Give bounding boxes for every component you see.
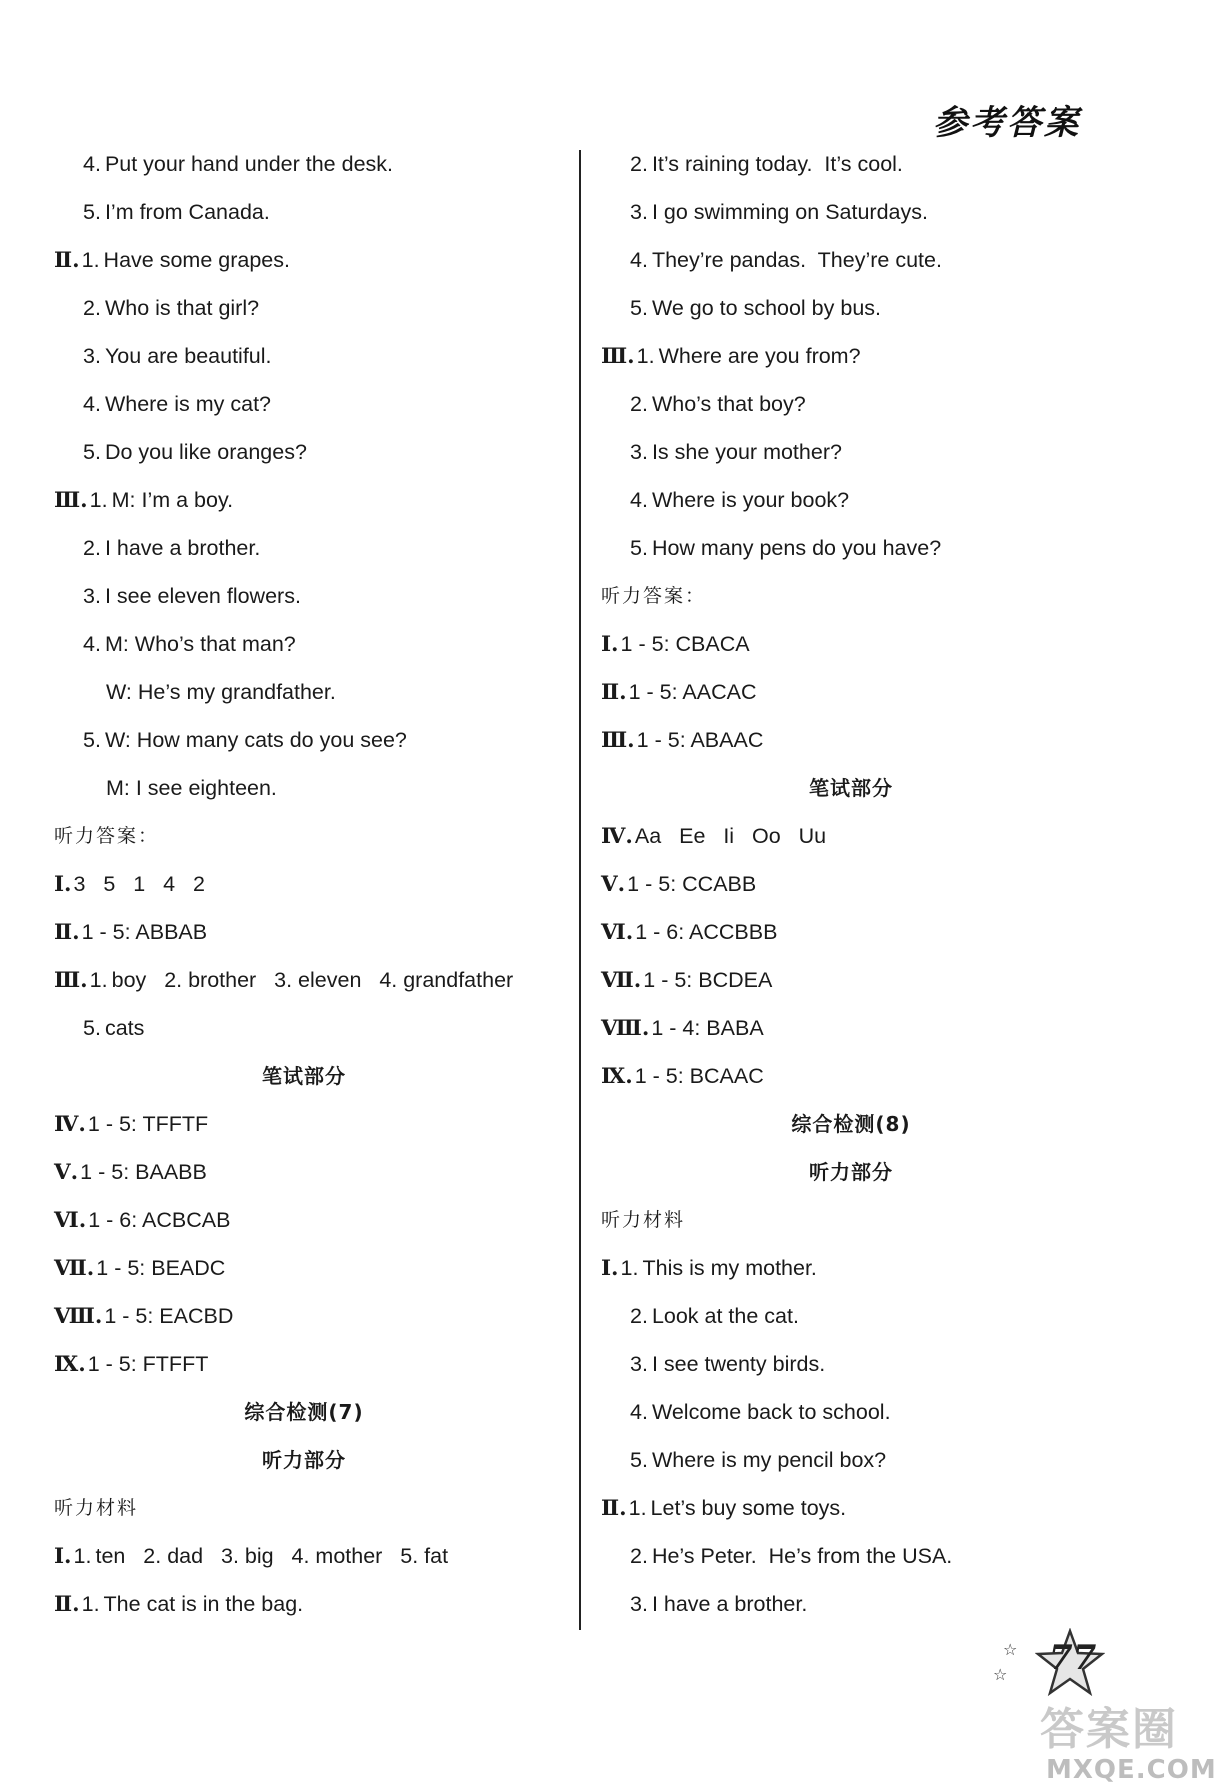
answer-line — [601, 620, 1101, 668]
roman-numeral: Ⅲ. — [54, 968, 88, 993]
answer-text: You are beautiful. — [104, 344, 272, 368]
answer-line — [601, 1580, 1101, 1628]
answer-text: 1 - 5: ABAAC — [636, 728, 764, 752]
small-star-icon: ☆ — [993, 1667, 1008, 1684]
answer-line — [601, 236, 1101, 284]
subsection-label: 听力答案： — [54, 825, 160, 847]
answer-line — [601, 1484, 1101, 1532]
item-number: 5. — [83, 728, 101, 752]
answer-text: ten 2. dad 3. big 4. mother 5. fat — [95, 1544, 449, 1568]
answer-text: It’s raining today. It’s cool. — [651, 152, 903, 176]
answer-text: 1 - 5: BEADC — [96, 1256, 226, 1280]
answer-line — [54, 1532, 554, 1580]
answer-line — [54, 1100, 554, 1148]
item-number: 1. — [81, 248, 100, 272]
answer-text: Aa Ee Ii Oo Uu — [634, 824, 827, 848]
answer-line — [601, 284, 1101, 332]
answer-text: I go swimming on Saturdays. — [651, 200, 928, 224]
answer-line — [601, 188, 1101, 236]
answer-text: Put your hand under the desk. — [104, 152, 393, 176]
item-number: 4. — [630, 1400, 648, 1424]
answer-text: 1 - 5: TFFTF — [87, 1112, 209, 1136]
answer-line — [54, 1340, 554, 1388]
item-number: 1. — [89, 488, 108, 512]
section-heading: 听力部分 — [262, 1448, 346, 1472]
item-number: 3. — [630, 440, 648, 464]
subsection-label: 听力答案： — [601, 585, 707, 607]
item-number: 3. — [630, 1352, 648, 1376]
roman-numeral: Ⅱ. — [601, 1496, 627, 1521]
roman-numeral: Ⅶ. — [54, 1256, 95, 1281]
item-number: 4. — [630, 488, 648, 512]
roman-numeral: Ⅳ. — [601, 824, 633, 849]
answer-line — [601, 1388, 1101, 1436]
answer-line — [54, 236, 554, 284]
answer-text: Let’s buy some toys. — [650, 1496, 847, 1520]
item-number: 3. — [630, 200, 648, 224]
roman-numeral: Ⅰ. — [601, 632, 619, 657]
answer-text: 1 - 4: BABA — [651, 1016, 764, 1040]
answer-line — [601, 1244, 1101, 1292]
answer-text: I see twenty birds. — [651, 1352, 826, 1376]
item-number: 5. — [630, 1448, 648, 1472]
answer-line — [54, 428, 554, 476]
answer-text: Who’s that boy? — [651, 392, 806, 416]
item-number: 3. — [83, 584, 101, 608]
item-number: 3. — [83, 344, 101, 368]
answer-text: 1 - 5: BAABB — [80, 1160, 207, 1184]
answer-text: I have a brother. — [104, 536, 261, 560]
answer-text: cats — [104, 1016, 145, 1040]
answer-text: I’m from Canada. — [104, 200, 270, 224]
answer-text: M: I see eighteen. — [106, 776, 277, 800]
roman-numeral: Ⅷ. — [54, 1304, 103, 1329]
answer-line — [54, 524, 554, 572]
item-number: 4. — [83, 632, 101, 656]
roman-numeral: Ⅲ. — [601, 344, 635, 369]
answer-line — [54, 1580, 554, 1628]
item-number: 1. — [73, 1544, 92, 1568]
answer-text: Who is that girl? — [104, 296, 260, 320]
answer-line — [601, 476, 1101, 524]
item-number: 1. — [89, 968, 108, 992]
answer-line — [54, 140, 554, 188]
answer-line — [601, 1052, 1101, 1100]
answer-text: 1 - 5: ABBAB — [81, 920, 208, 944]
answer-line — [601, 668, 1101, 716]
answer-text: 1 - 5: EACBD — [104, 1304, 234, 1328]
answer-line — [54, 764, 554, 812]
left-column — [54, 140, 554, 1628]
answer-line — [54, 284, 554, 332]
answer-text: The cat is in the bag. — [103, 1592, 304, 1616]
answer-text: 1 - 5: CBACA — [620, 632, 750, 656]
answer-line — [601, 1292, 1101, 1340]
answer-text: Do you like oranges? — [104, 440, 307, 464]
answer-line — [54, 1292, 554, 1340]
section-heading: 综合检测(7) — [244, 1400, 364, 1424]
answer-text: Look at the cat. — [651, 1304, 799, 1328]
answer-text: W: He’s my grandfather. — [106, 680, 336, 704]
answer-line — [54, 332, 554, 380]
roman-numeral: Ⅲ. — [54, 488, 88, 513]
item-number: 3. — [630, 1592, 648, 1616]
section-heading: 听力部分 — [809, 1160, 893, 1184]
answer-line — [601, 812, 1101, 860]
answer-line — [54, 1148, 554, 1196]
answer-text: W: How many cats do you see? — [104, 728, 407, 752]
item-number: 5. — [83, 200, 101, 224]
answer-text: I see eleven flowers. — [104, 584, 301, 608]
answer-line — [54, 476, 554, 524]
roman-numeral: Ⅶ. — [601, 968, 642, 993]
answer-line — [601, 524, 1101, 572]
answer-line — [54, 380, 554, 428]
answer-line — [54, 1244, 554, 1292]
right-column — [601, 140, 1101, 1628]
page-number: 77 — [1049, 1638, 1097, 1678]
answer-line — [54, 1196, 554, 1244]
item-number: 2. — [630, 392, 648, 416]
answer-line — [54, 908, 554, 956]
roman-numeral: Ⅲ. — [601, 728, 635, 753]
answer-text: He’s Peter. He’s from the USA. — [651, 1544, 953, 1568]
answer-text: M: Who’s that man? — [104, 632, 296, 656]
answer-text: Is she your mother? — [651, 440, 842, 464]
answer-line — [54, 956, 554, 1004]
item-number: 2. — [83, 536, 101, 560]
answer-text: Where is my cat? — [104, 392, 272, 416]
answer-line — [54, 572, 554, 620]
item-number: 4. — [83, 152, 101, 176]
answer-text: Welcome back to school. — [651, 1400, 891, 1424]
answer-line — [601, 1004, 1101, 1052]
item-number: 5. — [83, 1016, 101, 1040]
answer-line — [54, 668, 554, 716]
answer-text: 1 - 5: CCABB — [627, 872, 757, 896]
answer-text: They’re pandas. They’re cute. — [651, 248, 942, 272]
answer-line — [601, 1340, 1101, 1388]
roman-numeral: Ⅴ. — [601, 872, 626, 897]
roman-numeral: Ⅴ. — [54, 1160, 79, 1185]
answer-text: We go to school by bus. — [651, 296, 882, 320]
roman-numeral: Ⅸ. — [54, 1352, 86, 1377]
roman-numeral: Ⅷ. — [601, 1016, 650, 1041]
section-heading: 笔试部分 — [262, 1064, 346, 1088]
answer-text: 1 - 5: FTFFT — [87, 1352, 209, 1376]
answer-line — [54, 620, 554, 668]
roman-numeral: Ⅳ. — [54, 1112, 86, 1137]
answer-line — [601, 428, 1101, 476]
item-number: 1. — [636, 344, 655, 368]
answer-line — [54, 860, 554, 908]
page-header-title: 参考答案 — [933, 103, 1081, 143]
answer-text: Where is my pencil box? — [651, 1448, 887, 1472]
answer-text: Where is your book? — [651, 488, 850, 512]
answer-text: 1 - 6: ACBCAB — [88, 1208, 231, 1232]
watermark-url: MXQE.COM — [1046, 1755, 1217, 1785]
answer-line — [601, 1436, 1101, 1484]
answer-line — [601, 956, 1101, 1004]
item-number: 2. — [630, 1544, 648, 1568]
item-number: 4. — [83, 392, 101, 416]
roman-numeral: Ⅱ. — [601, 680, 627, 705]
section-heading: 笔试部分 — [809, 776, 893, 800]
answer-line — [601, 332, 1101, 380]
answer-text: 1 - 5: BCDEA — [643, 968, 773, 992]
item-number: 5. — [630, 296, 648, 320]
roman-numeral: Ⅱ. — [54, 920, 80, 945]
answer-text: How many pens do you have? — [651, 536, 942, 560]
answer-line — [601, 716, 1101, 764]
roman-numeral: Ⅵ. — [54, 1208, 87, 1233]
answer-line — [54, 716, 554, 764]
item-number: 2. — [630, 152, 648, 176]
answer-line — [601, 908, 1101, 956]
roman-numeral: Ⅱ. — [54, 1592, 80, 1617]
item-number: 1. — [620, 1256, 639, 1280]
answer-line — [54, 1004, 554, 1052]
answer-text: I have a brother. — [651, 1592, 808, 1616]
item-number: 5. — [83, 440, 101, 464]
answer-text: 1 - 5: BCAAC — [634, 1064, 764, 1088]
item-number: 5. — [630, 536, 648, 560]
roman-numeral: Ⅰ. — [601, 1256, 619, 1281]
answer-line — [601, 380, 1101, 428]
item-number: 1. — [81, 1592, 100, 1616]
column-divider — [579, 150, 581, 1630]
roman-numeral: Ⅱ. — [54, 248, 80, 273]
roman-numeral: Ⅰ. — [54, 1544, 72, 1569]
answer-text: 3 5 1 4 2 — [73, 872, 206, 896]
item-number: 4. — [630, 248, 648, 272]
item-number: 2. — [630, 1304, 648, 1328]
roman-numeral: Ⅵ. — [601, 920, 634, 945]
answer-text: 1 - 6: ACCBBB — [635, 920, 778, 944]
answer-text: This is my mother. — [642, 1256, 817, 1280]
subsection-label: 听力材料 — [54, 1497, 139, 1519]
answer-line — [601, 140, 1101, 188]
section-heading: 综合检测(8) — [791, 1112, 911, 1136]
item-number: 2. — [83, 296, 101, 320]
item-number: 1. — [628, 1496, 647, 1520]
roman-numeral: Ⅰ. — [54, 872, 72, 897]
watermark-logo-text: 答案圈 — [1040, 1704, 1178, 1755]
answer-text: Where are you from? — [658, 344, 861, 368]
subsection-label: 听力材料 — [601, 1209, 686, 1231]
answer-text: Have some grapes. — [103, 248, 290, 272]
answer-line — [601, 1532, 1101, 1580]
answer-text: boy 2. brother 3. eleven 4. grandfather — [111, 968, 514, 992]
answer-line — [54, 188, 554, 236]
small-star-icon: ☆ — [1003, 1642, 1018, 1659]
answer-text: 1 - 5: AACAC — [628, 680, 757, 704]
roman-numeral: Ⅸ. — [601, 1064, 633, 1089]
answer-line — [601, 860, 1101, 908]
answer-text: M: I’m a boy. — [111, 488, 234, 512]
